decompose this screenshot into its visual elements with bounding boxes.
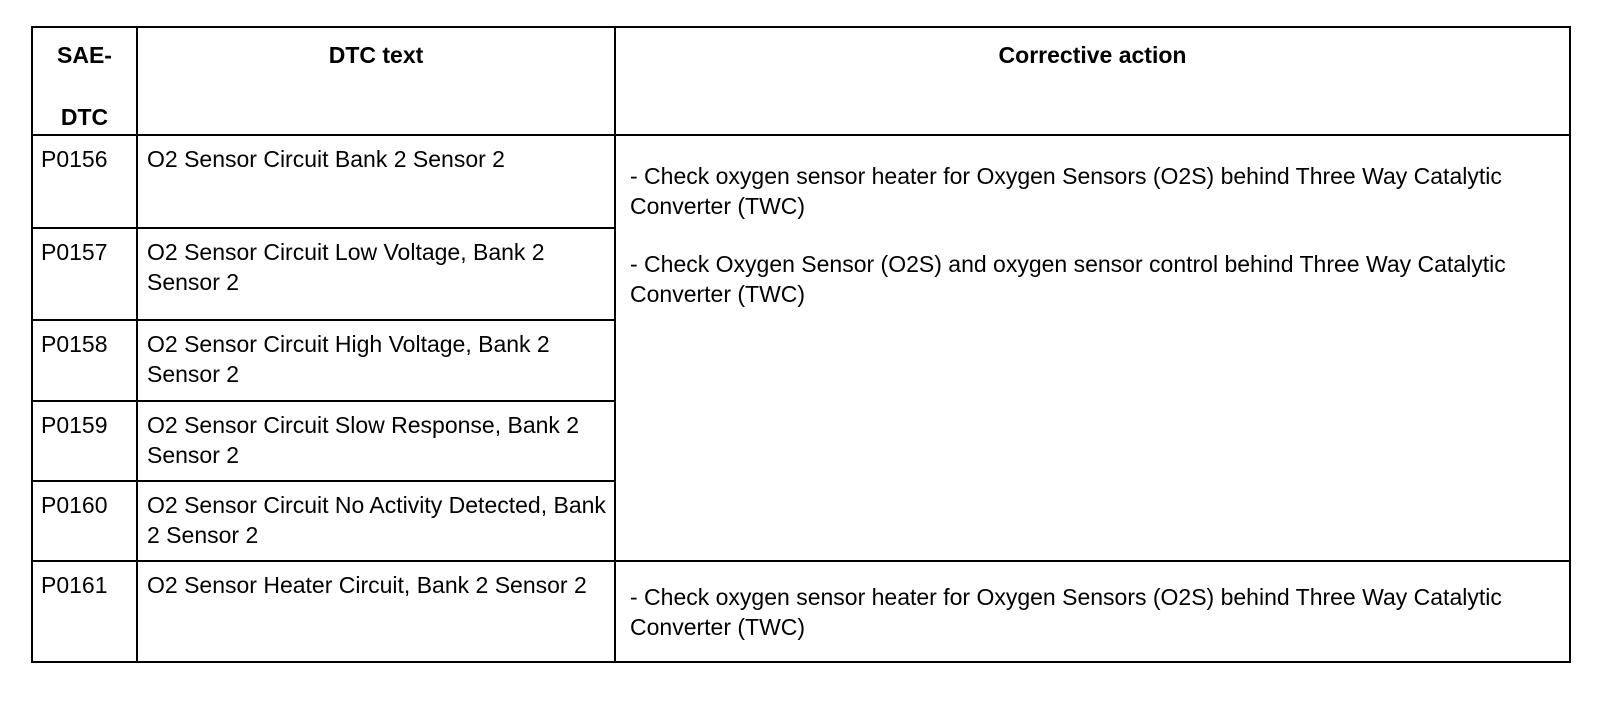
header-corrective-action: Corrective action [615,27,1570,135]
corrective-action-item: - Check oxygen sensor heater for Oxygen Sensors (O2S) behind Three Way Catalytic Converter (TWC) [630,583,1502,640]
header-sae-dtc-line1: SAE- [57,42,112,68]
corrective-action-cell [615,135,1570,561]
table-body [32,135,1570,662]
dtc-text-cell: O2 Sensor Circuit No Activity Detected, Bank 2 Sensor 2 [137,481,615,561]
header-sae-dtc [32,27,137,135]
dtc-code-cell: P0156 [32,135,137,228]
dtc-text-cell: O2 Sensor Circuit Slow Response, Bank 2 Sensor 2 [137,401,615,481]
dtc-table [31,26,1571,663]
header-row [32,27,1570,135]
table-row [32,561,1570,662]
table-row [32,135,1570,228]
dtc-text-cell: O2 Sensor Circuit Bank 2 Sensor 2 [137,135,615,228]
dtc-code-cell: P0160 [32,481,137,561]
dtc-text-cell: O2 Sensor Circuit Low Voltage, Bank 2 Sensor 2 [137,228,615,320]
dtc-code-cell: P0161 [32,561,137,662]
dtc-code-cell: P0158 [32,320,137,401]
corrective-action-item: - Check Oxygen Sensor (O2S) and oxygen sensor control behind Three Way Catalytic Converter (TWC) [630,251,1506,307]
dtc-text-cell: O2 Sensor Heater Circuit, Bank 2 Sensor 2 [137,561,615,662]
corrective-action-item: - Check oxygen sensor heater for Oxygen Sensors (O2S) behind Three Way Catalytic Converter (TWC) [630,163,1502,219]
dtc-code-cell: P0159 [32,401,137,481]
dtc-text-cell: O2 Sensor Circuit High Voltage, Bank 2 Sensor 2 [137,320,615,401]
header-dtc-text: DTC text [137,27,615,135]
table-header [32,27,1570,135]
corrective-action-cell [615,561,1570,662]
dtc-code-cell: P0157 [32,228,137,320]
header-sae-dtc-line2: DTC [60,104,109,130]
